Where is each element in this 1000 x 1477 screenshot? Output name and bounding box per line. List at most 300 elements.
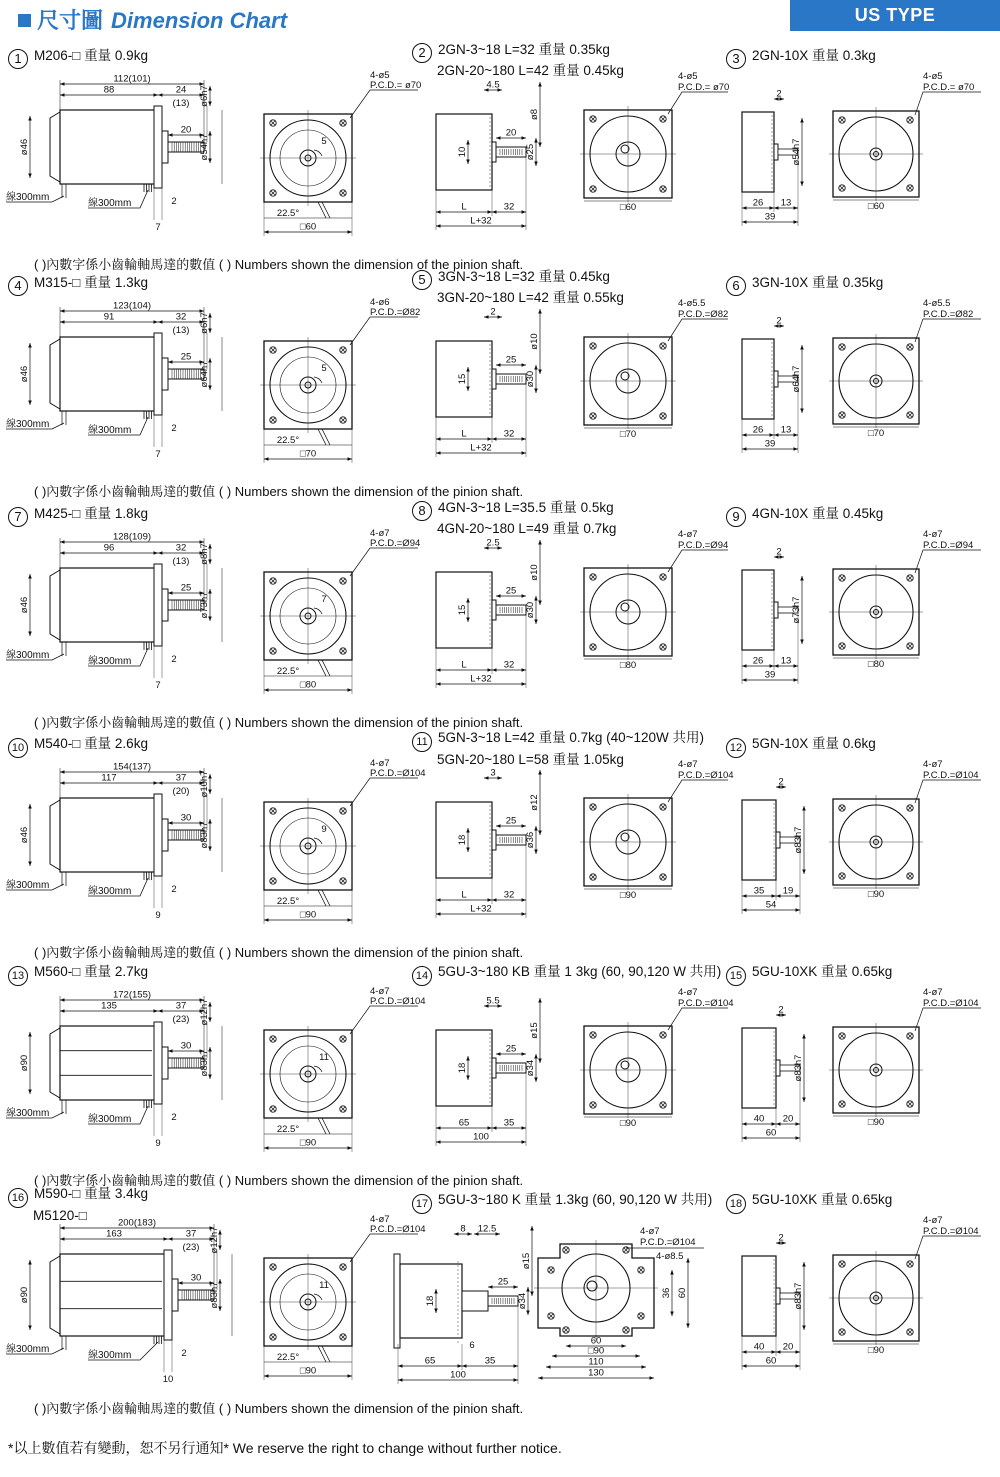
dim-label: 2 xyxy=(776,546,782,558)
dim-arrow xyxy=(492,898,497,902)
dim-arrow xyxy=(522,363,527,367)
dim-label: 13 xyxy=(780,655,792,667)
dec-body xyxy=(742,800,776,880)
holes-label: 4-ø7 xyxy=(923,1215,943,1226)
dim-arrow xyxy=(796,1364,801,1368)
dim-arrow xyxy=(496,824,501,828)
flange-dim: 2 xyxy=(181,1348,187,1359)
pilot xyxy=(162,358,168,390)
dim-arrow xyxy=(498,776,503,780)
model-title-text: M315-□ 重量 1.3kg xyxy=(34,275,148,290)
size-label: □90 xyxy=(619,890,637,901)
pcd-callout xyxy=(668,92,728,114)
dim-label: 36 xyxy=(661,1287,672,1299)
dim-arrow xyxy=(534,596,538,601)
dim-label: ø15 xyxy=(521,1252,532,1270)
dim-label: 13 xyxy=(780,424,792,436)
pinion-note: ( )內數字係小齒輪軸馬達的數值 ( ) Numbers shown the dimension of the pinion shaft. xyxy=(34,1173,524,1188)
flange-dim: 2 xyxy=(171,423,177,434)
pcd-callout xyxy=(350,1234,418,1262)
dim-arrow xyxy=(772,1350,777,1354)
dim-label: ø46 xyxy=(19,596,30,614)
model-title-text: 5GU-3~180 KB 重量 1 3kg (60, 90,120 W 共用) xyxy=(438,964,722,979)
dim-arrow xyxy=(348,1374,353,1378)
dim-arrow xyxy=(492,1126,497,1130)
angle-label: 22.5° xyxy=(276,1124,300,1135)
motor-body xyxy=(60,1026,158,1100)
dim-arrow xyxy=(158,781,163,785)
dim-arrow xyxy=(28,1260,32,1265)
dim-arrow xyxy=(168,821,173,825)
dim-arrow xyxy=(60,781,65,785)
pinion-dim: (13) xyxy=(172,325,190,336)
dim-arrow xyxy=(28,1032,32,1037)
dim-arrow xyxy=(398,1364,403,1368)
dim-label: ø8 xyxy=(529,108,540,121)
dim-arrow xyxy=(742,220,747,224)
pcd-callout xyxy=(915,319,981,342)
dim-label: L+32 xyxy=(470,442,492,454)
dim-arrow xyxy=(794,433,799,437)
motor-side-view xyxy=(6,762,222,922)
lead-wire xyxy=(318,202,326,218)
dec-body xyxy=(742,339,774,419)
size-label: □90 xyxy=(867,889,885,900)
gearhead-side-view xyxy=(394,1224,534,1385)
gearhead-side-view xyxy=(436,996,542,1147)
flange-dim: 9 xyxy=(155,1138,161,1149)
dim-label: 40 xyxy=(753,1341,765,1353)
dim-arrow xyxy=(514,1364,519,1368)
dim-arrow xyxy=(60,309,65,313)
pcd-callout xyxy=(350,317,418,345)
flange-dim: 9 xyxy=(155,910,161,921)
pcd-callout xyxy=(668,1008,728,1030)
dim-arrow xyxy=(158,320,163,324)
dim-label: ø83h7 xyxy=(793,1282,804,1310)
gear-boss xyxy=(492,1058,496,1078)
dim-arrow xyxy=(436,451,441,455)
dim-label: 20 xyxy=(782,1113,794,1125)
gearhead-front-view xyxy=(580,529,728,671)
dim-arrow xyxy=(538,309,542,314)
flange xyxy=(154,794,162,876)
dim-arrow xyxy=(538,82,542,87)
dim-arrow xyxy=(742,678,747,682)
gearhead-front-view xyxy=(580,987,734,1129)
dim-label: ø73h7 xyxy=(199,591,210,619)
tooth-dim: 5 xyxy=(321,363,327,374)
holes-label: 4-ø7 xyxy=(370,528,390,539)
dim-label: ø12 xyxy=(529,794,540,811)
pcd-callout xyxy=(668,780,728,802)
rear-cap xyxy=(50,112,60,182)
dim-label: 3 xyxy=(490,767,496,779)
dec-pilot xyxy=(776,1288,780,1304)
lead-wire xyxy=(318,660,326,676)
decelerator-side-view xyxy=(742,89,804,227)
dim-arrow xyxy=(168,1237,173,1241)
dim-label: 110 xyxy=(588,1356,604,1368)
pcd-label: P.C.D.=Ø82 xyxy=(370,307,421,318)
gear-flange xyxy=(394,1254,400,1348)
model-title-text: M540-□ 重量 2.6kg xyxy=(34,736,148,751)
dim-label: 12.5 xyxy=(477,1223,497,1235)
dim-arrow xyxy=(794,678,799,682)
dim-label: 2 xyxy=(776,315,782,327)
lead-wire xyxy=(322,1118,330,1134)
dim-label: ø73h7 xyxy=(791,596,802,624)
pinion-note: ( )內數字係小齒輪軸馬達的數值 ( ) Numbers shown the dimension of the pinion shaft. xyxy=(34,484,524,499)
holes-label: 4-ø7 xyxy=(923,759,943,770)
holes-label: 4-ø7 xyxy=(923,987,943,998)
dim-arrow xyxy=(538,831,542,836)
footer-note: *以上數值若有變動，恕不另行通知* We reserve the right to change without further notice. xyxy=(8,1440,562,1456)
lead-label: 線300mm xyxy=(6,419,50,430)
dim-arrow xyxy=(436,437,441,441)
dim-arrow xyxy=(28,862,32,867)
mid-dim: 6 xyxy=(469,1340,475,1351)
dim-arrow xyxy=(670,1312,674,1317)
holes-label: 4-ø8.5 xyxy=(656,1251,684,1262)
dim-arrow xyxy=(488,437,493,441)
dim-label: 25 xyxy=(505,1043,517,1055)
dim-arrow xyxy=(436,1126,441,1130)
dim-label: ø34 xyxy=(517,1292,528,1310)
dim-label: 30 xyxy=(190,1272,202,1284)
gearhead-side-view xyxy=(436,538,542,689)
dim-label: ø6h7 xyxy=(199,312,210,334)
dim-label: □90 xyxy=(299,1365,317,1377)
size-label: □60 xyxy=(867,201,885,212)
dim-arrow xyxy=(168,360,173,364)
dim-label: 35 xyxy=(484,1355,496,1367)
motor-side-view xyxy=(6,1218,232,1386)
dim-label: 10 xyxy=(457,146,468,158)
dim-arrow xyxy=(498,315,503,319)
pcd-callout xyxy=(350,1006,418,1034)
dim-label: ø46 xyxy=(19,826,30,844)
dim-arrow xyxy=(742,206,747,210)
lead-label: 線300mm xyxy=(88,886,132,897)
dim-label: 39 xyxy=(764,669,776,681)
dim-arrow xyxy=(60,1009,65,1013)
dim-arrow xyxy=(802,1034,806,1039)
model-title-text: M560-□ 重量 2.7kg xyxy=(34,964,148,979)
dim-arrow xyxy=(158,1009,163,1013)
dec-body xyxy=(742,112,774,192)
holes-label: 4-ø7 xyxy=(923,529,943,540)
model-title-line2: 5GN-20~180 L=58 重量 1.05kg xyxy=(437,752,624,767)
dim-label: 15 xyxy=(457,373,468,385)
pcd-callout xyxy=(915,780,981,803)
dim-arrow xyxy=(796,908,801,912)
dim-label: ø90 xyxy=(19,1286,30,1304)
pinion-note: ( )內數字係小齒輪軸馬達的數值 ( ) Numbers shown the dimension of the pinion shaft. xyxy=(34,1401,524,1416)
pcd-label: P.C.D.= ø70 xyxy=(370,80,422,91)
model-title-text: M590-□ 重量 3.4kg xyxy=(34,1186,148,1201)
dim-arrow xyxy=(522,1140,527,1144)
dim-arrow xyxy=(800,118,804,123)
dim-label: 123(104) xyxy=(112,300,152,312)
holes-label: 4-ø7 xyxy=(370,758,390,769)
dim-label: 26 xyxy=(752,424,764,436)
dim-arrow xyxy=(28,1326,32,1331)
dim-label: 20 xyxy=(180,124,192,136)
dim-label: 112(101) xyxy=(113,73,151,85)
pilot xyxy=(172,1279,178,1311)
dim-arrow xyxy=(794,220,799,224)
model-number: 16 xyxy=(8,1188,28,1208)
dim-arrow xyxy=(514,1378,519,1382)
dim-label: 128(109) xyxy=(112,531,152,543)
holes-label: 4-ø7 xyxy=(370,1214,390,1225)
dim-label: ø83h7 xyxy=(209,1281,220,1309)
dim-label: 25 xyxy=(180,582,192,594)
pcd-callout xyxy=(350,548,418,576)
decelerator-front-view xyxy=(829,298,981,439)
pcd-label: P.C.D.=Ø104 xyxy=(678,998,734,1009)
dim-label: L xyxy=(461,659,467,671)
dim-label: 130 xyxy=(588,1367,604,1379)
angle-label: 22.5° xyxy=(276,1352,300,1363)
tooth-dim: 5 xyxy=(321,136,327,147)
dim-arrow xyxy=(538,1376,543,1380)
dim-label: ø8h7 xyxy=(199,543,210,565)
dim-label: ø6h7 xyxy=(199,85,210,107)
dim-label: 96 xyxy=(103,542,115,554)
motor-side-view xyxy=(6,532,222,692)
dim-arrow xyxy=(538,540,542,545)
lead-wire xyxy=(318,1118,326,1134)
dim-arrow xyxy=(522,451,527,455)
model-number: 9 xyxy=(726,507,746,527)
pcd-callout xyxy=(668,319,728,341)
pcd-callout xyxy=(915,1008,981,1031)
dim-arrow xyxy=(796,1350,801,1354)
holes-label: 4-ø7 xyxy=(678,529,698,540)
dim-arrow xyxy=(534,162,538,167)
model-title-text: 5GU-3~180 K 重量 1.3kg (60, 90,120 W 共用) xyxy=(438,1192,713,1207)
decelerator-side-view xyxy=(742,1233,806,1371)
dim-label: 25 xyxy=(505,815,517,827)
gearhead-front-view xyxy=(580,298,728,440)
flange-dim: 7 xyxy=(155,449,161,460)
pcd-label: P.C.D.=Ø104 xyxy=(370,768,426,779)
lead-wire xyxy=(318,429,326,445)
model-number: 4 xyxy=(8,276,28,296)
lead-wire xyxy=(322,429,330,445)
gearhead-side-view xyxy=(436,307,542,458)
dim-arrow xyxy=(264,1374,269,1378)
dim-arrow xyxy=(566,1344,571,1348)
dim-arrow xyxy=(522,136,527,140)
motor-front-view xyxy=(260,70,421,236)
decelerator-side-view xyxy=(742,547,804,685)
dim-arrow xyxy=(488,898,493,902)
dim-label: 2 xyxy=(776,88,782,100)
dec-body xyxy=(742,1256,776,1336)
dim-arrow xyxy=(496,594,501,598)
motor-body xyxy=(60,337,158,411)
angle-label: 22.5° xyxy=(276,208,300,219)
model-number: 12 xyxy=(726,738,746,758)
dim-arrow xyxy=(802,870,806,875)
gear-boss xyxy=(492,830,496,850)
motor-body xyxy=(60,568,158,642)
tooth-dim: 7 xyxy=(321,594,327,605)
dim-arrow xyxy=(60,551,65,555)
holes-label: 4-ø5.5 xyxy=(678,298,706,309)
dim-arrow xyxy=(488,1126,493,1130)
pcd-callout xyxy=(915,550,981,573)
dim-arrow xyxy=(770,664,775,668)
holes-label: 4-ø5 xyxy=(678,71,698,82)
dim-arrow xyxy=(534,620,538,625)
dim-label: 2 xyxy=(778,1004,784,1016)
pcd-label: P.C.D.=Ø82 xyxy=(678,309,729,320)
dim-arrow xyxy=(436,1140,441,1144)
dim-arrow xyxy=(538,998,542,1003)
holes-label: 4-ø5.5 xyxy=(923,298,951,309)
dim-arrow xyxy=(436,898,441,902)
pilot xyxy=(162,1047,168,1079)
dim-arrow xyxy=(538,1059,542,1064)
dim-label: □90 xyxy=(299,1137,317,1149)
dim-arrow xyxy=(742,447,747,451)
model-number: 11 xyxy=(412,732,432,752)
dim-arrow xyxy=(488,210,493,214)
angle-label: 22.5° xyxy=(276,435,300,446)
flange-dim: 2 xyxy=(171,654,177,665)
dim-arrow xyxy=(538,601,542,606)
dim-arrow xyxy=(622,1344,627,1348)
dim-arrow xyxy=(772,894,777,898)
dim-arrow xyxy=(28,401,32,406)
gear-boss xyxy=(492,600,496,620)
dim-label: 2 xyxy=(778,1232,784,1244)
lead-wire xyxy=(322,202,330,218)
motor-front-view xyxy=(260,297,420,463)
motor-body xyxy=(60,798,158,872)
dim-arrow xyxy=(534,138,538,143)
pcd-label: P.C.D.=Ø104 xyxy=(640,1237,696,1248)
pinion-note: ( )內數字係小齒輪軸馬達的數值 ( ) Numbers shown the dimension of the pinion shaft. xyxy=(34,257,524,272)
dim-label: □70 xyxy=(299,448,317,460)
flange xyxy=(154,1022,162,1104)
dim-arrow xyxy=(154,93,159,97)
pinion-note: ( )內數字係小齒輪軸馬達的數值 ( ) Numbers shown the dimension of the pinion shaft. xyxy=(34,715,524,730)
flange xyxy=(164,1250,172,1340)
dim-arrow xyxy=(776,1122,781,1126)
dim-label: 2 xyxy=(778,776,784,788)
pcd-callout xyxy=(350,90,418,118)
lead-label: 線300mm xyxy=(6,192,50,203)
flange-dim: 2 xyxy=(171,884,177,895)
model-title-text: 3GN-3~18 L=32 重量 0.45kg xyxy=(438,269,610,284)
dim-arrow xyxy=(264,688,269,692)
holes-label: 4-ø7 xyxy=(678,759,698,770)
dim-label: 39 xyxy=(764,211,776,223)
lead-label: 線300mm xyxy=(88,656,132,667)
lead-label: 線300mm xyxy=(6,1108,50,1119)
pcd-label: P.C.D.=Ø104 xyxy=(370,996,426,1007)
dec-pilot xyxy=(774,602,778,618)
size-label: □90 xyxy=(867,1345,885,1356)
flange-dim: 7 xyxy=(155,680,161,691)
dim-arrow xyxy=(796,894,801,898)
dim-arrow xyxy=(168,133,173,137)
type-badge: US TYPE xyxy=(790,0,1000,31)
decelerator-front-view xyxy=(829,987,981,1128)
flange-dim: 2 xyxy=(171,196,177,207)
dim-label: 32 xyxy=(503,201,515,213)
dim-arrow xyxy=(458,1364,463,1368)
dim-label: 18 xyxy=(457,834,468,846)
model-number: 5 xyxy=(412,270,432,290)
dim-arrow xyxy=(742,894,747,898)
pcd-label: P.C.D.=Ø94 xyxy=(923,540,974,551)
dim-arrow xyxy=(686,1324,690,1329)
dim-arrow xyxy=(636,1354,641,1358)
pcd-label: P.C.D.=Ø104 xyxy=(923,1226,979,1237)
dim-label: ø36 xyxy=(525,831,536,849)
gear-boss xyxy=(492,369,496,389)
dim-arrow xyxy=(794,447,799,451)
model-title-text: 4GN-3~18 L=35.5 重量 0.5kg xyxy=(438,500,614,515)
pcd-label: P.C.D.=Ø104 xyxy=(923,770,979,781)
dim-label: ø10 xyxy=(529,564,540,581)
pcd-label: P.C.D.=Ø104 xyxy=(370,1224,426,1235)
dim-label: 30 xyxy=(180,812,192,824)
dim-arrow xyxy=(546,1365,551,1369)
dim-label: L+32 xyxy=(470,215,492,227)
model-title-text: 4GN-10X 重量 0.45kg xyxy=(752,506,884,521)
motor-body xyxy=(60,110,158,184)
model-title-text: M206-□ 重量 0.9kg xyxy=(34,48,148,63)
lead-wire xyxy=(318,890,326,906)
tooth-dim: 11 xyxy=(319,1280,329,1291)
dim-arrow xyxy=(168,591,173,595)
dim-label: ø64h7 xyxy=(199,360,210,388)
model-number: 2 xyxy=(412,43,432,63)
decelerator-front-view xyxy=(829,529,981,670)
pinion-note: ( )內數字係小齒輪軸馬達的數值 ( ) Numbers shown the dimension of the pinion shaft. xyxy=(34,945,524,960)
dim-arrow xyxy=(28,174,32,179)
lead-wire xyxy=(322,660,330,676)
motor-side-view xyxy=(6,74,222,234)
dec-pilot xyxy=(774,144,778,160)
model-number: 13 xyxy=(8,966,28,986)
model-number: 18 xyxy=(726,1194,746,1214)
dec-pilot xyxy=(776,1060,780,1076)
flange-dim: 7 xyxy=(155,222,161,233)
dim-arrow xyxy=(770,206,775,210)
dim-label: ø64h7 xyxy=(791,365,802,393)
pcd-label: P.C.D.=Ø94 xyxy=(678,540,729,551)
dim-arrow xyxy=(794,664,799,668)
dim-label: 18 xyxy=(425,1295,436,1307)
lead-label: 線300mm xyxy=(6,880,50,891)
size-label: □80 xyxy=(867,659,885,670)
dim-arrow xyxy=(670,1270,674,1275)
dim-label: ø83h7 xyxy=(199,1049,210,1077)
rear-cap xyxy=(50,1256,60,1334)
dim-arrow xyxy=(60,770,65,774)
model-title-line2: 4GN-20~180 L=49 重量 0.7kg xyxy=(437,521,617,536)
dim-label: 32 xyxy=(503,659,515,671)
dim-label: ø46 xyxy=(19,365,30,383)
